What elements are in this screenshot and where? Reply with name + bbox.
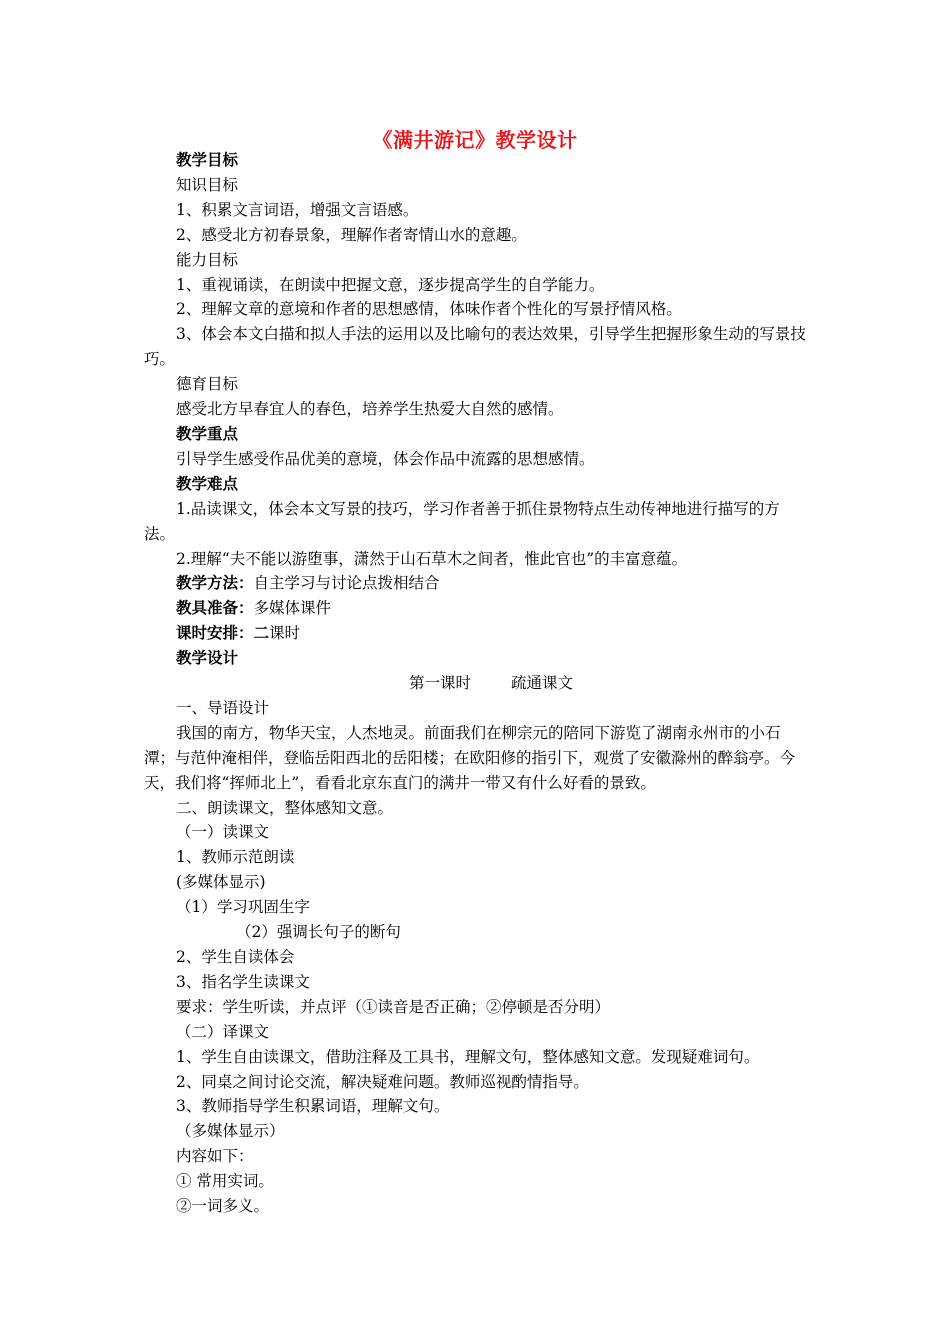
moral-item-1: 感受北方早春宜人的春色，培养学生热爱大自然的感情。 <box>176 400 564 419</box>
moral-heading: 德育目标 <box>176 375 239 394</box>
read-sub-2: （2）强调长句子的断句 <box>236 923 401 942</box>
difficult-item-1: 1.品读课文，体会本文写景的技巧，学习作者善于抓住景物特点生动传神地进行描写的方法。 <box>144 499 780 543</box>
ability-heading: 能力目标 <box>176 250 239 269</box>
step1-text: 我国的南方，物华天宝，人杰地灵。前面我们在柳宗元的陪同下游览了湖南永州市的小石潭；与范仲淹相伴，登临岳阳西北的岳阳楼；在欧阳修的指引下，观赏了安徽滁州的醉翁亭。今天，我们将“挥师北上”，看看北京东直门的满井一带又有什么好看的景致。 <box>144 723 796 792</box>
tools-line <box>144 596 808 621</box>
method-line <box>144 571 808 596</box>
tools-value: 多媒体课件 <box>253 599 332 618</box>
trans-item-1: 1、学生自由读课文，借助注释及工具书，理解文句，整体感知文意。发现疑难词句。 <box>176 1047 760 1066</box>
trans-heading: （二）译课文 <box>176 1022 270 1041</box>
ability-item-1: 1、重视诵读，在朗读中把握文意，逐步提高学生的自学能力。 <box>176 275 605 294</box>
hours-line <box>144 621 808 646</box>
ability-item-3: 3、体会本文白描和拟人手法的运用以及比喻句的表达效果，引导学生把握形象生动的写景技巧。 <box>144 325 806 369</box>
difficult-item-2: 2.理解“夫不能以游堕事，潇然于山石草木之间者，惟此官也”的丰富意蕴。 <box>176 549 688 568</box>
trans-content-2: ②一词多义。 <box>176 1197 270 1216</box>
read-item-2: 2、学生自读体会 <box>176 948 295 966</box>
hours-value: 课时 <box>269 624 301 643</box>
read-item-1: 1、教师示范朗读 <box>176 848 295 867</box>
tools-label: 教具准备： <box>176 599 254 618</box>
key-heading: 教学重点 <box>176 424 239 443</box>
document-title: 《满井游记》教学设计 <box>372 128 578 152</box>
step1-heading: 一、导语设计 <box>176 698 270 717</box>
trans-media: （多媒体显示） <box>176 1122 285 1141</box>
read-media: (多媒体显示) <box>176 873 266 892</box>
ability-item-2: 2、理解文章的意境和作者的思想感情，体味作者个性化的写景抒情风格。 <box>176 300 682 319</box>
knowledge-item-2: 2、感受北方初春景象，理解作者寄情山水的意趣。 <box>176 225 527 244</box>
key-item-1: 引导学生感受作品优美的意境，体会作品中流露的思想感情。 <box>176 449 595 468</box>
knowledge-heading: 知识目标 <box>176 175 239 194</box>
method-label: 教学方法： <box>176 574 254 593</box>
step2-heading: 二、朗读课文，整体感知文意。 <box>176 798 394 817</box>
read-heading: （一）读课文 <box>176 823 270 842</box>
method-value: 自主学习与讨论点拨相结合 <box>253 574 440 593</box>
read-requirement: 要求：学生听读，并点评（①读音是否正确；②停顿是否分明） <box>176 997 611 1016</box>
difficult-heading: 教学难点 <box>176 474 239 493</box>
trans-item-3: 3、教师指导学生积累词语，理解文句。 <box>176 1097 450 1116</box>
trans-content-1: ① 常用实词。 <box>176 1172 274 1191</box>
lesson-title-a: 第一课时 <box>408 674 471 693</box>
hours-value-bold: 二 <box>253 624 270 643</box>
read-item-3: 3、指名学生读课文 <box>176 972 310 991</box>
read-sub-1: （1）学习巩固生字 <box>176 898 310 917</box>
trans-item-2: 2、同桌之间讨论交流，解决疑难问题。教师巡视酌情指导。 <box>176 1072 589 1091</box>
lesson-title <box>144 671 808 696</box>
design-heading: 教学设计 <box>176 649 239 668</box>
document-body <box>144 148 808 1219</box>
trans-content: 内容如下： <box>176 1147 254 1166</box>
hours-label: 课时安排： <box>176 624 254 643</box>
knowledge-item-1: 1、积累文言词语，增强文言语感。 <box>176 200 419 219</box>
goals-heading: 教学目标 <box>176 151 239 169</box>
lesson-title-b: 疏通课文 <box>511 674 574 693</box>
